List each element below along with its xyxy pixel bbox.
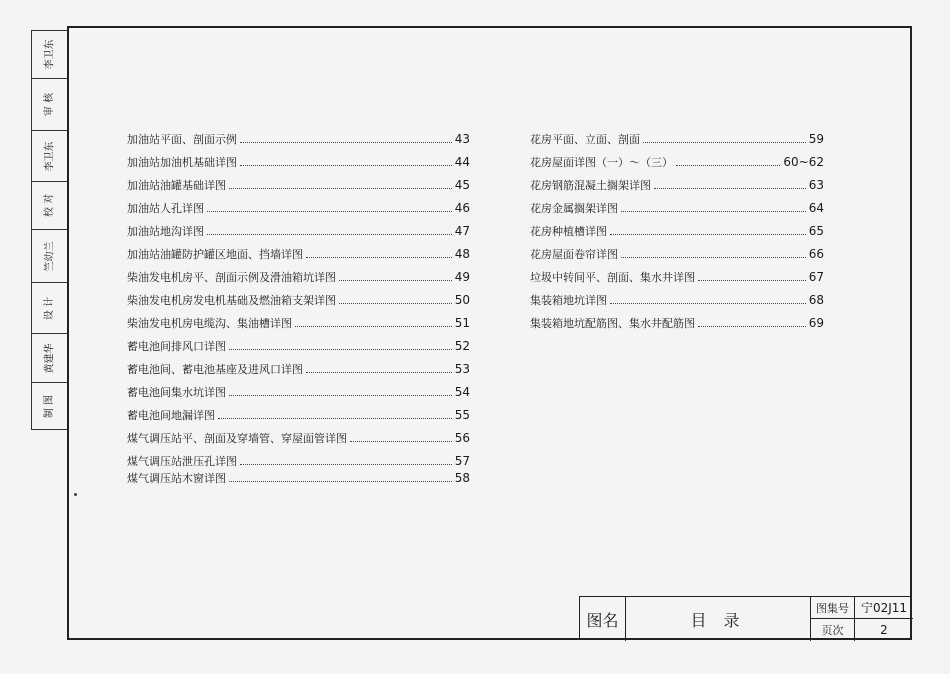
sidebar-text: 黄建华 bbox=[44, 343, 55, 373]
toc-entry bbox=[127, 315, 470, 329]
toc-entry-page: 66 bbox=[808, 247, 824, 261]
toc-entry bbox=[530, 200, 824, 214]
toc-entry-title: 柴油发电机房发电机基础及燃油箱支架详图 bbox=[127, 294, 336, 307]
toc-entry-page: 68 bbox=[808, 293, 824, 307]
toc-leader bbox=[339, 295, 452, 304]
toc-entry-page: 57 bbox=[454, 454, 470, 468]
toc-entry-page: 60~62 bbox=[783, 155, 824, 169]
sidebar-cell bbox=[32, 31, 67, 78]
toc-entry bbox=[127, 177, 470, 191]
sidebar-cell bbox=[32, 182, 67, 229]
page-number-value: 2 bbox=[880, 623, 888, 637]
toc-entry bbox=[127, 269, 470, 283]
toc-entry-page: 64 bbox=[808, 201, 824, 215]
toc-entry-page: 47 bbox=[454, 224, 470, 238]
toc-leader bbox=[240, 134, 452, 143]
toc-leader bbox=[676, 157, 780, 166]
sidebar-text: 竺幼兰 bbox=[44, 241, 55, 271]
toc-entry-title: 加油站油罐基础详图 bbox=[127, 179, 226, 192]
toc-entry-title: 加油站地沟详图 bbox=[127, 225, 204, 238]
toc-entry bbox=[127, 430, 470, 444]
toc-entry-title: 加油站油罐防护罐区地面、挡墙详图 bbox=[127, 248, 303, 261]
sidebar-cell bbox=[32, 383, 67, 430]
toc-entry-title: 垃圾中转间平、剖面、集水井详图 bbox=[530, 271, 695, 284]
sidebar-text: 李卫东 bbox=[44, 39, 55, 70]
toc-leader bbox=[610, 226, 806, 235]
atlas-number-value: 宁02J11 bbox=[855, 597, 913, 619]
toc-entry bbox=[127, 361, 470, 375]
toc-entry-page: 49 bbox=[454, 270, 470, 284]
toc-entry-title: 集装箱地坑详图 bbox=[530, 294, 607, 307]
title-name-label: 图名 bbox=[580, 597, 626, 641]
atlas-number-label: 图集号 bbox=[811, 597, 855, 619]
toc-leader bbox=[229, 473, 452, 482]
toc-entry bbox=[530, 177, 824, 191]
toc-entry-page: 67 bbox=[808, 270, 824, 284]
toc-entry-page: 52 bbox=[454, 339, 470, 353]
toc-entry-page: 69 bbox=[808, 316, 824, 330]
toc-entry-title: 蓄电池间排风口详图 bbox=[127, 340, 226, 353]
toc-entry bbox=[127, 384, 470, 398]
signature-sidebar bbox=[31, 30, 67, 430]
toc-leader bbox=[306, 364, 452, 373]
toc-entry-page: 56 bbox=[454, 431, 470, 445]
toc-leader bbox=[654, 180, 806, 189]
toc-entry-title: 加油站人孔详图 bbox=[127, 202, 204, 215]
toc-leader bbox=[698, 318, 806, 327]
toc-entry bbox=[530, 315, 824, 329]
toc-leader bbox=[643, 134, 806, 143]
toc-leader bbox=[621, 203, 806, 212]
sidebar-text: 审 核 bbox=[44, 92, 55, 117]
toc-entry bbox=[127, 200, 470, 214]
toc-leader bbox=[306, 249, 452, 258]
toc-entry-title: 蓄电池间地漏详图 bbox=[127, 409, 215, 422]
sidebar-text: 制 图 bbox=[44, 394, 55, 419]
toc-entry-title: 花房屋面卷帘详图 bbox=[530, 248, 618, 261]
toc-entry-page: 58 bbox=[454, 471, 470, 485]
toc-entry-page: 46 bbox=[454, 201, 470, 215]
toc-entry-page: 53 bbox=[454, 362, 470, 376]
toc-entry-title: 加油站平面、剖面示例 bbox=[127, 133, 237, 146]
toc-entry-title: 煤气调压站平、剖面及穿墙管、穿屋面管详图 bbox=[127, 432, 347, 445]
page-number-label: 页次 bbox=[811, 619, 855, 641]
toc-entry-title: 集装箱地坑配筋图、集水井配筋图 bbox=[530, 317, 695, 330]
toc-leader bbox=[350, 433, 452, 442]
toc-entry bbox=[530, 223, 824, 237]
toc-entry bbox=[530, 269, 824, 283]
toc-entry-page: 54 bbox=[454, 385, 470, 399]
toc-entry-page: 50 bbox=[454, 293, 470, 307]
toc-entry-title: 加油站加油机基础详图 bbox=[127, 156, 237, 169]
toc-entry bbox=[530, 131, 824, 145]
sidebar-cell bbox=[32, 230, 67, 282]
sidebar-text: 设 计 bbox=[44, 296, 55, 320]
toc-leader bbox=[698, 272, 806, 281]
toc-entry bbox=[127, 154, 470, 168]
toc-entry-page: 48 bbox=[454, 247, 470, 261]
toc-leader bbox=[240, 456, 452, 465]
toc-entry bbox=[127, 453, 470, 467]
sidebar-text: 校 对 bbox=[44, 193, 55, 218]
toc-entry-page: 43 bbox=[454, 132, 470, 146]
toc-entry-title: 花房平面、立面、剖面 bbox=[530, 133, 640, 146]
toc-leader bbox=[339, 272, 452, 281]
sidebar-cell bbox=[32, 283, 67, 333]
toc-leader bbox=[207, 226, 452, 235]
toc-entry-title: 蓄电池间集水坑详图 bbox=[127, 386, 226, 399]
toc-entry bbox=[127, 292, 470, 306]
toc-entry-page: 45 bbox=[454, 178, 470, 192]
toc-entry-title: 花房钢筋混凝土搁架详图 bbox=[530, 179, 651, 192]
toc-entry-title: 花房金属搁架详图 bbox=[530, 202, 618, 215]
toc-entry-title: 花房屋面详图（一）～（三） bbox=[530, 156, 673, 169]
toc-entry-title: 花房种植槽详图 bbox=[530, 225, 607, 238]
toc-entry-page: 59 bbox=[808, 132, 824, 146]
toc-entry bbox=[127, 407, 470, 421]
stray-dot-mark bbox=[74, 493, 77, 496]
toc-leader bbox=[240, 157, 452, 166]
toc-entry-page: 65 bbox=[808, 224, 824, 238]
toc-entry-page: 44 bbox=[454, 155, 470, 169]
toc-entry-title: 柴油发电机房平、剖面示例及滑油箱坑详图 bbox=[127, 271, 336, 284]
title-block bbox=[579, 596, 912, 640]
toc-leader bbox=[218, 410, 452, 419]
toc-leader bbox=[229, 341, 452, 350]
sidebar-cell bbox=[32, 131, 67, 181]
toc-leader bbox=[621, 249, 806, 258]
toc-entry bbox=[127, 223, 470, 237]
toc-entry-page: 51 bbox=[454, 316, 470, 330]
toc-entry bbox=[127, 470, 470, 484]
sidebar-cell bbox=[32, 79, 67, 130]
toc-entry bbox=[127, 131, 470, 145]
sidebar-text: 李卫东 bbox=[44, 141, 55, 171]
toc-entry-page: 55 bbox=[454, 408, 470, 422]
toc-entry-page: 63 bbox=[808, 178, 824, 192]
toc-leader bbox=[229, 387, 452, 396]
toc-leader bbox=[207, 203, 452, 212]
toc-entry-title: 煤气调压站泄压孔详图 bbox=[127, 455, 237, 468]
drawing-frame bbox=[67, 26, 912, 640]
toc-entry bbox=[530, 154, 824, 168]
title-name-value: 目 录 bbox=[626, 597, 811, 641]
toc-leader bbox=[295, 318, 452, 327]
toc-entry bbox=[530, 292, 824, 306]
toc-leader bbox=[610, 295, 806, 304]
toc-leader bbox=[229, 180, 452, 189]
toc-entry bbox=[127, 246, 470, 260]
toc-entry bbox=[530, 246, 824, 260]
toc-entry-title: 蓄电池间、蓄电池基座及进风口详图 bbox=[127, 363, 303, 376]
toc-entry bbox=[127, 338, 470, 352]
toc-entry-title: 柴油发电机房电缆沟、集油槽详图 bbox=[127, 317, 292, 330]
sidebar-cell bbox=[32, 334, 67, 382]
toc-entry-title: 煤气调压站木窗详图 bbox=[127, 472, 226, 485]
